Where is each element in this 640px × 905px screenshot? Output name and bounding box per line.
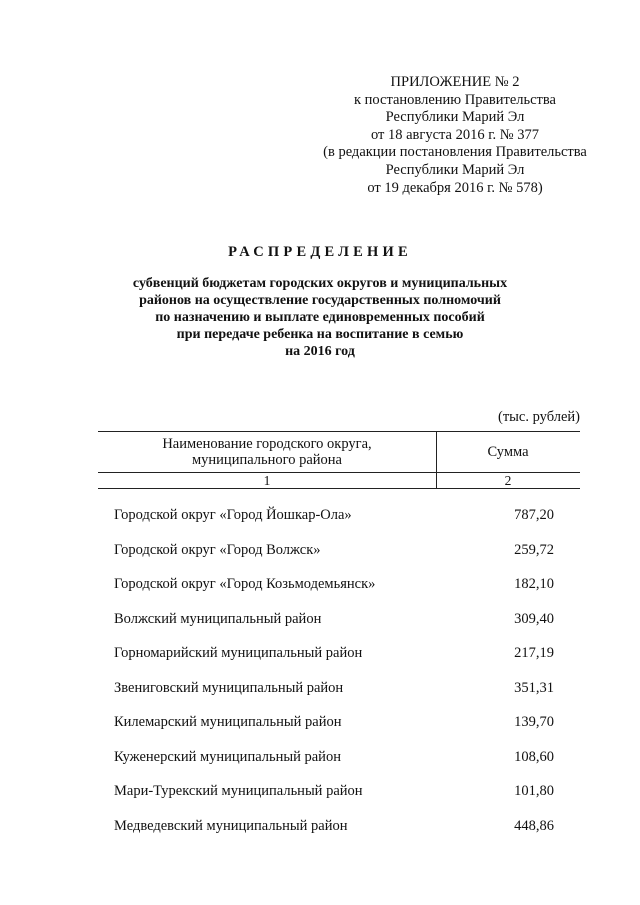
table-row [114,816,554,851]
row-value: 448,86 [514,817,554,834]
row-value: 259,72 [514,541,554,558]
header-name-line: Наименование городского округа, [162,436,372,452]
table-row [114,747,554,782]
appendix-line: Республики Марий Эл [385,161,525,178]
row-value: 217,19 [514,645,554,661]
row-value: 139,70 [514,714,554,730]
row-name: Мари-Турекский муниципальный район [114,783,363,799]
row-value: 101,80 [514,783,554,799]
table-header [98,431,580,489]
row-name: Городской округ «Город Волжск» [114,541,321,558]
table-row [114,609,554,644]
subtitle-line: субвенций бюджетам городских округов и муниципальных [132,276,508,291]
header-name-line: муниципального района [191,452,342,468]
subtitle-line: на 2016 год [285,344,355,359]
appendix-line: Республики Марий Эл [385,109,525,126]
table-row [114,643,554,678]
table-row [114,678,554,713]
row-name: Горномарийский муниципальный район [114,645,363,661]
appendix-line: ПРИЛОЖЕНИЕ № 2 [390,74,520,90]
table-body [114,505,554,850]
appendix-line: (в редакции постановления Правительства [323,144,587,161]
row-value: 309,40 [514,610,554,627]
row-value: 108,60 [514,748,554,765]
header-sum-cell: Сумма [487,443,529,460]
row-value: 182,10 [514,576,554,592]
subtitle-line: при передаче ребенка на воспитание в семью [176,327,464,342]
document-subtitle [0,275,640,360]
appendix-line: к постановлению Правительства [354,91,556,108]
row-name: Волжский муниципальный район [114,610,322,627]
table-row [114,540,554,575]
appendix-block [290,74,620,197]
table-row [114,712,554,747]
row-name: Городской округ «Город Йошкар-Ола» [114,507,352,523]
row-name: Медведевский муниципальный район [114,817,348,834]
table-row [114,505,554,540]
subtitle-line: районов на осуществление государственных полномочий [139,293,501,308]
appendix-line: от 19 декабря 2016 г. № 578) [367,179,543,196]
row-name: Звениговский муниципальный район [114,679,344,696]
appendix-line: от 18 августа 2016 г. № 377 [370,126,540,143]
column-number-1: 1 [263,473,271,488]
table-row [114,574,554,609]
table-row [114,781,554,816]
units-label: (тыс. рублей) [498,409,580,425]
header-name-cell [98,432,436,472]
row-name: Городской округ «Город Козьмодемьянск» [114,576,376,592]
document-heading: РАСПРЕДЕЛЕНИЕ [228,244,412,260]
row-name: Килемарский муниципальный район [114,714,342,730]
column-number-2: 2 [504,473,512,488]
row-value: 351,31 [514,679,554,696]
row-name: Куженерский муниципальный район [114,748,341,765]
row-value: 787,20 [514,507,554,523]
subtitle-line: по назначению и выплате единовременных пособий [155,310,485,325]
